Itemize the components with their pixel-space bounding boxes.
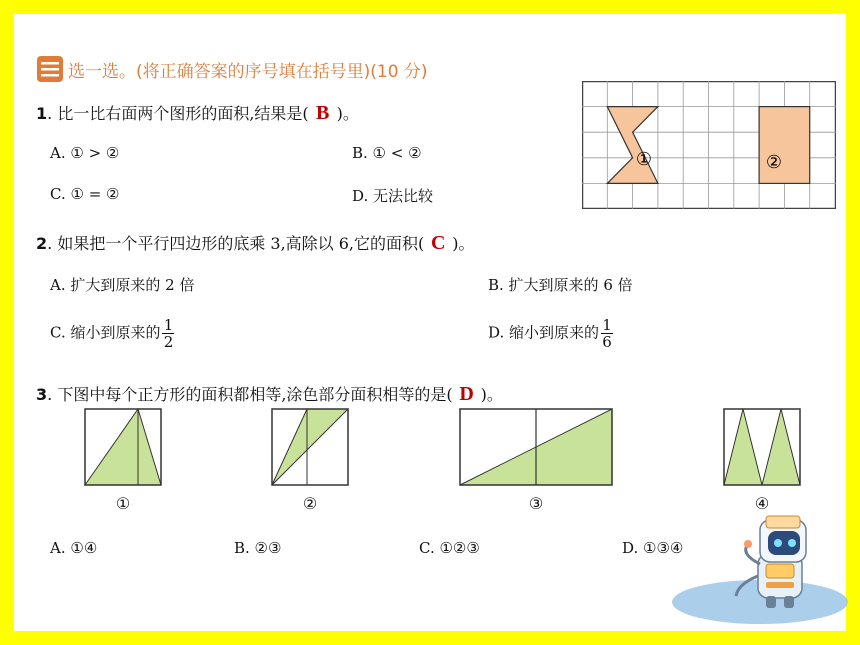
denominator: 2 [163,333,174,351]
robot-mascot-illustration [670,514,850,631]
question-3 [36,382,503,406]
fraction [162,317,174,350]
q1-option-d: D. 无法比较 [352,187,434,205]
q2-option-b: B. 扩大到原来的 6 倍 [488,276,633,294]
question-text-end: )。 [480,385,503,404]
figure-3-label: ③ [528,494,544,513]
q2-option-c-text: C. 缩小到原来的 [50,323,161,342]
figure-2-label: ② [302,494,318,513]
figure-1-label: ① [115,494,131,513]
fraction [601,317,613,350]
question-number: 3 [36,385,48,404]
q3-option-d: D. ①③④ [622,539,684,557]
answer: D [459,383,474,405]
answer: C [431,232,446,254]
q3-figure-2 [271,408,349,486]
q3-option-c: C. ①②③ [419,539,480,557]
q1-option-c: C. ① = ② [50,185,120,203]
question-text: . 下图中每个正方形的面积都相等,涂色部分面积相等的是( [47,385,453,404]
denominator: 6 [602,333,612,351]
list-icon [36,55,64,83]
section-title-text: 选一选。(将正确答案的序号填在括号里)(10 分) [68,61,428,82]
numerator: 1 [602,316,612,334]
q3-option-a: A. ①④ [50,539,98,557]
numerator: 1 [163,316,174,334]
q2-option-d [488,317,613,350]
figure-4-label: ④ [754,494,770,513]
question-number: 2 [36,234,48,253]
q3-figure-1 [84,408,162,486]
shape-2-label: ② [765,152,783,173]
question-text-end: )。 [336,104,359,123]
q3-figure-4 [723,408,801,486]
question-text: . 如果把一个平行四边形的底乘 3,高除以 6,它的面积( [47,234,425,253]
q3-figure-3 [459,408,613,486]
q2-option-c [50,317,174,350]
answer: B [315,102,330,124]
q2-option-d-text: D. 缩小到原来的 [488,323,600,342]
question-text: . 比一比右面两个图形的面积,结果是( [47,104,309,123]
q1-option-b: B. ① < ② [352,144,422,162]
q1-grid-figure [582,81,836,209]
q1-option-a: A. ① > ② [50,144,120,162]
question-number: 1 [36,104,48,123]
question-text-end: )。 [452,234,475,253]
shape-1-label: ① [635,149,653,170]
q2-option-a: A. 扩大到原来的 2 倍 [50,276,195,294]
question-2 [36,231,475,255]
section-header [36,52,428,86]
q3-option-b: B. ②③ [234,539,282,557]
question-1 [36,101,359,125]
